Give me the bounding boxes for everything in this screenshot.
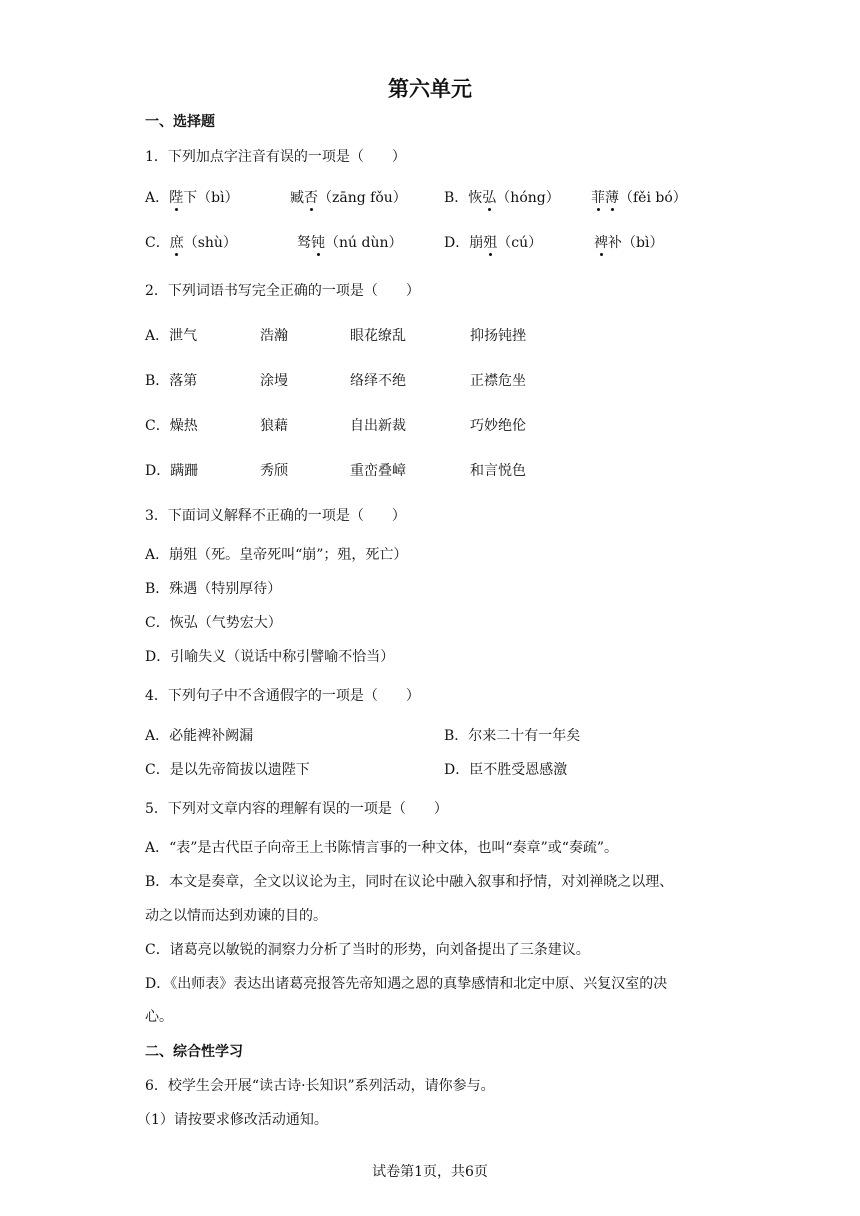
dotted-char: 否: [304, 190, 318, 206]
dotted-char: 陛: [169, 190, 184, 206]
option-label: A．: [145, 190, 170, 206]
char: 崩: [469, 235, 484, 251]
q3-option-c: C．恢弘（气势宏大）: [145, 615, 282, 631]
q4-option-a: A．必能裨补阙漏: [145, 728, 254, 744]
q5-option-b-line1: B．本文是奏章，全文以议论为主，同时在议论中融入叙事和抒情，对刘禅晓之以理、: [145, 874, 674, 890]
page-title: 第六单元: [388, 76, 472, 101]
section-heading-integrated: 二、综合性学习: [145, 1044, 243, 1060]
question-6-stem: 6．校学生会开展“读古诗·长知识”系列活动，请你参与。: [145, 1078, 495, 1094]
q2-option-a-w4: 抑扬钝挫: [470, 328, 526, 344]
dotted-char: 钝: [311, 235, 325, 251]
q2-option-a-w2: 浩瀚: [260, 328, 288, 344]
q4-option-b: B．尔来二十有一年矣: [444, 728, 581, 744]
option-label: C．: [145, 235, 170, 251]
q2-option-c-w3: 自出新裁: [350, 418, 406, 434]
q1-option-c: [145, 234, 237, 252]
pinyin: （zāng fǒu）: [318, 190, 407, 206]
q3-option-b: B．殊遇（特别厚待）: [145, 581, 282, 597]
q1-option-b: [444, 189, 560, 207]
question-2-stem: 2．下列词语书写完全正确的一项是（ ）: [145, 283, 420, 299]
char: 驽: [297, 235, 311, 251]
q6-subquestion-1: （1）请按要求修改活动通知。: [137, 1112, 328, 1128]
section-heading-choice: 一、选择题: [145, 114, 215, 130]
dotted-char: 殂: [483, 235, 498, 251]
q4-option-d: D．臣不胜受恩感激: [444, 762, 568, 778]
dotted-char: 弘: [482, 190, 497, 206]
pinyin: （bì）: [197, 190, 239, 206]
q2-option-b-w4: 正襟危坐: [470, 373, 526, 389]
page-footer: 试卷第1页，共6页: [372, 1164, 488, 1180]
q1-option-b-word2: [591, 189, 687, 207]
q4-option-c: C．是以先帝简拔以遗陛下: [145, 762, 310, 778]
dotted-char: 菲: [591, 190, 605, 206]
q5-option-d-line1: D．《出师表》表达出诸葛亮报答先帝知遇之恩的真挚感情和北定中原、兴复汉室的决: [145, 976, 668, 992]
q2-option-b-w2: 涂墁: [260, 373, 288, 389]
pinyin: （fěi bó）: [619, 190, 687, 206]
q2-option-a-w3: 眼花缭乱: [350, 328, 406, 344]
q5-option-b-line2: 动之以情而达到劝谏的目的。: [145, 908, 327, 924]
pinyin: （cú）: [497, 235, 543, 251]
q1-option-d: [444, 234, 542, 252]
pinyin: （hóng）: [496, 190, 560, 206]
q1-option-a-word2: [290, 189, 407, 207]
option-label: D．: [444, 235, 470, 251]
q2-option-c-w2: 狼藉: [260, 418, 288, 434]
dotted-char: 裨: [594, 235, 608, 251]
question-5-stem: 5．下列对文章内容的理解有误的一项是（ ）: [145, 801, 448, 817]
q5-option-d-line2: 心。: [145, 1009, 173, 1025]
q2-option-d-w1: D．蹒跚: [145, 463, 199, 479]
q3-option-a: A．崩殂（死。皇帝死叫“崩”；殂，死亡）: [145, 547, 408, 563]
question-1-stem: 1．下列加点字注音有误的一项是（ ）: [145, 149, 406, 165]
pinyin: （shù）: [183, 235, 237, 251]
q1-option-c-word2: [297, 234, 402, 252]
option-label: B．: [444, 190, 469, 206]
q2-option-b-w1: B．落第: [145, 373, 198, 389]
q5-option-a: A．“表”是古代臣子向帝王上书陈情言事的一种文体，也叫“奏章”或“奏疏”。: [145, 840, 619, 856]
pinyin: （bì）: [622, 235, 664, 251]
char: 补: [608, 235, 622, 251]
q2-option-d-w3: 重峦叠嶂: [350, 463, 406, 479]
dotted-char: 薄: [605, 190, 619, 206]
question-4-stem: 4．下列句子中不含通假字的一项是（ ）: [145, 688, 420, 704]
q2-option-d-w2: 秀颀: [260, 463, 288, 479]
q2-option-c-w1: C．燥热: [145, 418, 198, 434]
pinyin: （nú dùn）: [325, 235, 403, 251]
q1-option-d-word2: [594, 234, 663, 252]
question-3-stem: 3．下面词义解释不正确的一项是（ ）: [145, 508, 406, 524]
char: 臧: [290, 190, 304, 206]
q2-option-c-w4: 巧妙绝伦: [470, 418, 526, 434]
dotted-char: 庶: [169, 235, 184, 251]
q2-option-a-w1: A．泄气: [145, 328, 198, 344]
q2-option-d-w4: 和言悦色: [470, 463, 526, 479]
char: 下: [183, 190, 198, 206]
q1-option-a: [145, 189, 239, 207]
q2-option-b-w3: 络绎不绝: [350, 373, 406, 389]
q3-option-d: D．引喻失义（说话中称引譬喻不恰当）: [145, 649, 395, 665]
q5-option-c: C．诸葛亮以敏锐的洞察力分析了当时的形势，向刘备提出了三条建议。: [145, 942, 590, 958]
char: 恢: [468, 190, 483, 206]
